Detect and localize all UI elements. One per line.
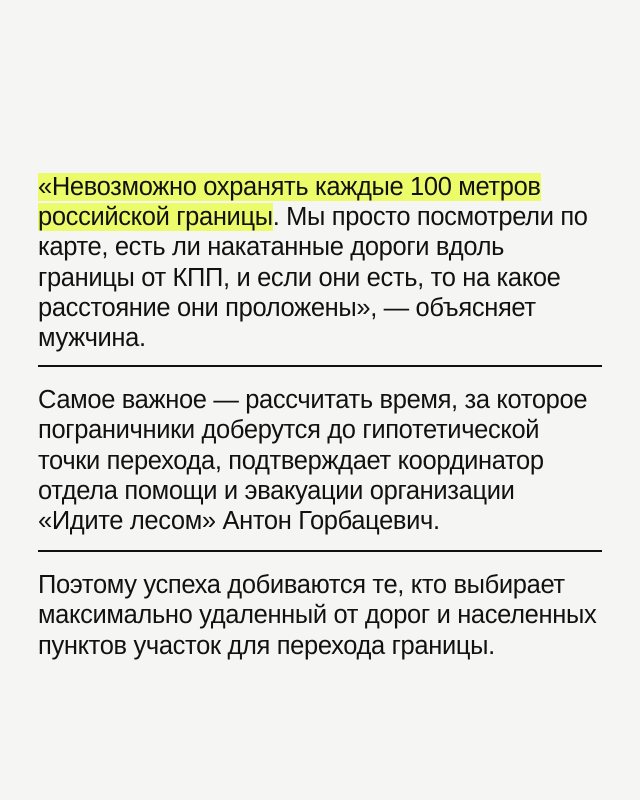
paragraph-coordinator-text: Самое важное — рассчитать время, за которое пограничники доберутся до гипотетической точки перехода, подтверждает координатор отдела помощи и эвакуации организации «Идите лесом» Антон Горбацевич.: [38, 386, 588, 536]
quote-paragraph: [38, 172, 604, 353]
quote-block: [38, 172, 604, 353]
paragraph-conclusion: [38, 570, 604, 661]
paragraph-conclusion-text: Поэтому успеха добиваются те, кто выбирает максимально удаленный от дорог и населенных пунктов участок для перехода границы.: [38, 571, 597, 660]
paragraph-coordinator: [38, 385, 604, 536]
section-divider: [38, 550, 602, 552]
quote-rest-text: . Мы просто посмотрели по карте, есть ли накатанные дороги вдоль границы от КПП, и если они есть, то на какое расстояние они проложены», — объясняет мужчина.: [38, 203, 588, 353]
section-divider: [38, 365, 602, 367]
quote-highlighted-text: «Невозможно охранять каждые 100 метров российской границы: [38, 173, 541, 232]
